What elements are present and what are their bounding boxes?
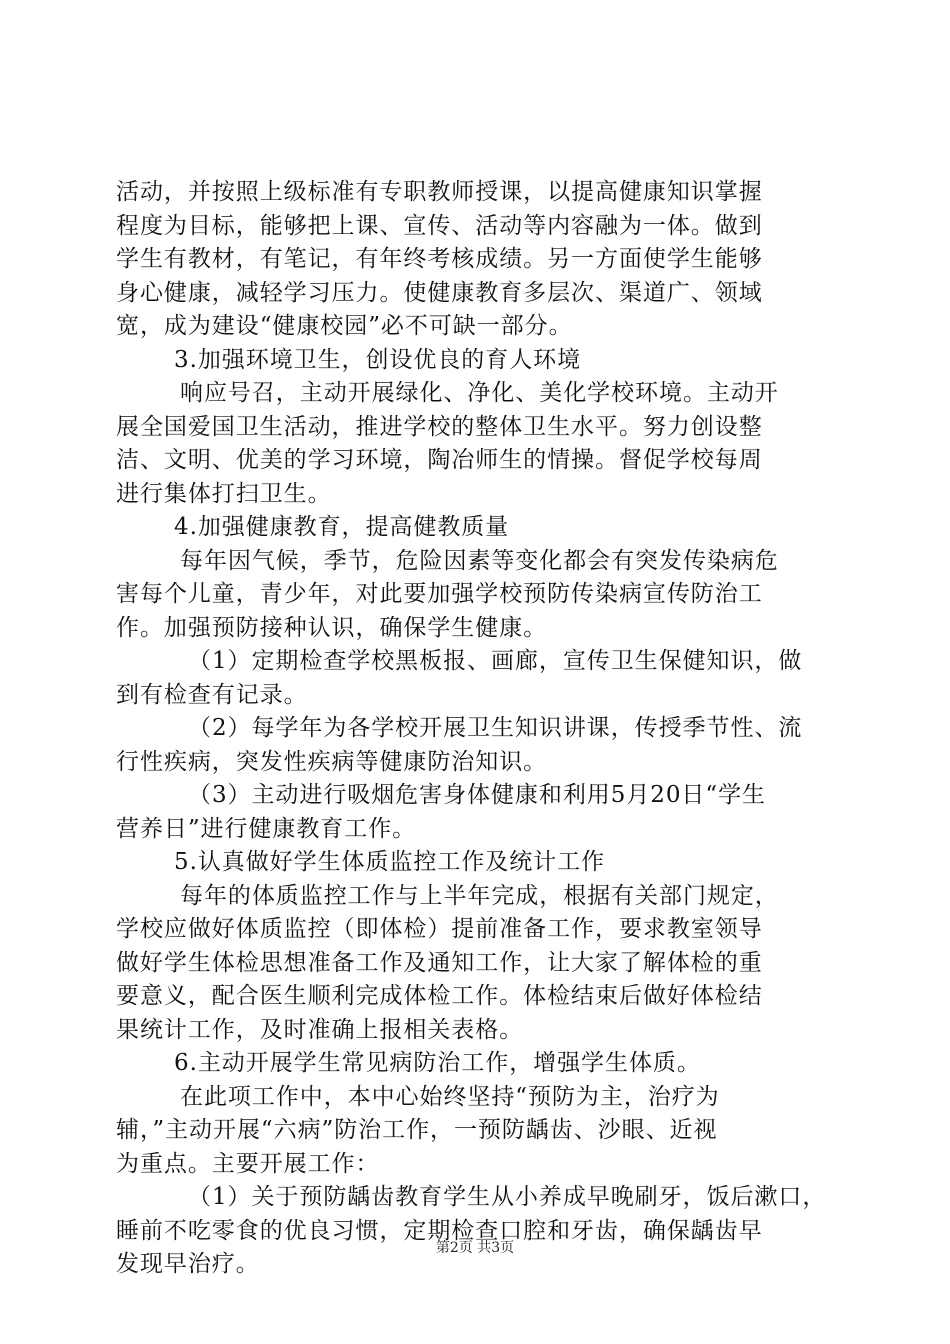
list-item-line: （2）每学年为各学校开展卫生知识讲课，传授季节性、流 [188, 715, 803, 741]
paragraph-line: 作。加强预防接种认识，确保学生健康。 [116, 614, 548, 641]
paragraph-line: 做好学生体检思想准备工作及通知工作，让大家了解体检的重 [116, 949, 763, 976]
paragraph-line: 到有检查有记录。 [116, 681, 308, 708]
list-item-line: （3）主动进行吸烟危害身体健康和利用5月20日“学生 [188, 782, 766, 808]
paragraph-line: 辅，”主动开展“六病”防治工作，一预防龋齿、沙眼、近视 [116, 1117, 718, 1143]
paragraph-line: 活动，并按照上级标准有专职教师授课，以提高健康知识掌握 [116, 179, 763, 205]
paragraph-line: 要意义，配合医生顺利完成体检工作。体检结束后做好体检结 [116, 983, 763, 1009]
section-heading: 4.加强健康教育，提高健教质量 [174, 514, 510, 540]
paragraph-line: 营养日”进行健康教育工作。 [116, 815, 417, 842]
list-item-line: （1）关于预防龋齿教育学生从小养成早晚刷牙，饭后漱口， [188, 1184, 827, 1210]
section-heading: 3.加强环境卫生，创设优良的育人环境 [174, 346, 582, 373]
paragraph-line: 学校应做好体质监控（即体检）提前准备工作，要求教室领导 [116, 916, 763, 942]
paragraph-line: 害每个儿童，青少年，对此要加强学校预防传染病宣传防治工 [116, 581, 763, 607]
paragraph-line: 在此项工作中，本中心始终坚持“预防为主，治疗为 [180, 1083, 720, 1110]
paragraph-line: 程度为目标，能够把上课、宣传、活动等内容融为一体。做到 [116, 212, 763, 239]
page-footer [0, 1238, 950, 1258]
document-body [116, 176, 832, 1282]
paragraph-line: 宽，成为建设“健康校园”必不可缺一部分。 [116, 313, 573, 339]
section-heading: 6.主动开展学生常见病防治工作，增强学生体质。 [174, 1050, 701, 1076]
paragraph-line: 学生有教材，有笔记，有年终考核成绩。另一方面使学生能够 [116, 246, 763, 272]
page-number-label: 第2页 共3页 [435, 1240, 515, 1256]
section-heading: 5.认真做好学生体质监控工作及统计工作 [174, 849, 605, 875]
paragraph-line: 行性疾病，突发性疾病等健康防治知识。 [116, 748, 548, 775]
paragraph-line: 每年的体质监控工作与上半年完成，根据有关部门规定， [180, 882, 779, 909]
paragraph-line: 睡前不吃零食的优良习惯，定期检查口腔和牙齿，确保龋齿早 [116, 1217, 763, 1244]
list-item-line: （1）定期检查学校黑板报、画廊，宣传卫生保健知识，做 [188, 648, 803, 674]
paragraph-line: 每年因气候，季节，危险因素等变化都会有突发传染病危 [180, 547, 779, 574]
paragraph-line: 身心健康，减轻学习压力。使健康教育多层次、渠道广、领域 [116, 279, 763, 306]
paragraph-line: 展全国爱国卫生活动，推进学校的整体卫生水平。努力创设整 [116, 413, 763, 440]
paragraph-line: 为重点。主要开展工作： [116, 1150, 380, 1177]
paragraph-line: 进行集体打扫卫生。 [116, 480, 332, 507]
paragraph-line: 响应号召，主动开展绿化、净化、美化学校环境。主动开 [180, 380, 779, 406]
paragraph-line: 发现早治疗。 [116, 1251, 260, 1277]
paragraph-line: 洁、文明、优美的学习环境，陶冶师生的情操。督促学校每周 [116, 447, 763, 473]
paragraph-line: 果统计工作，及时准确上报相关表格。 [116, 1016, 524, 1043]
